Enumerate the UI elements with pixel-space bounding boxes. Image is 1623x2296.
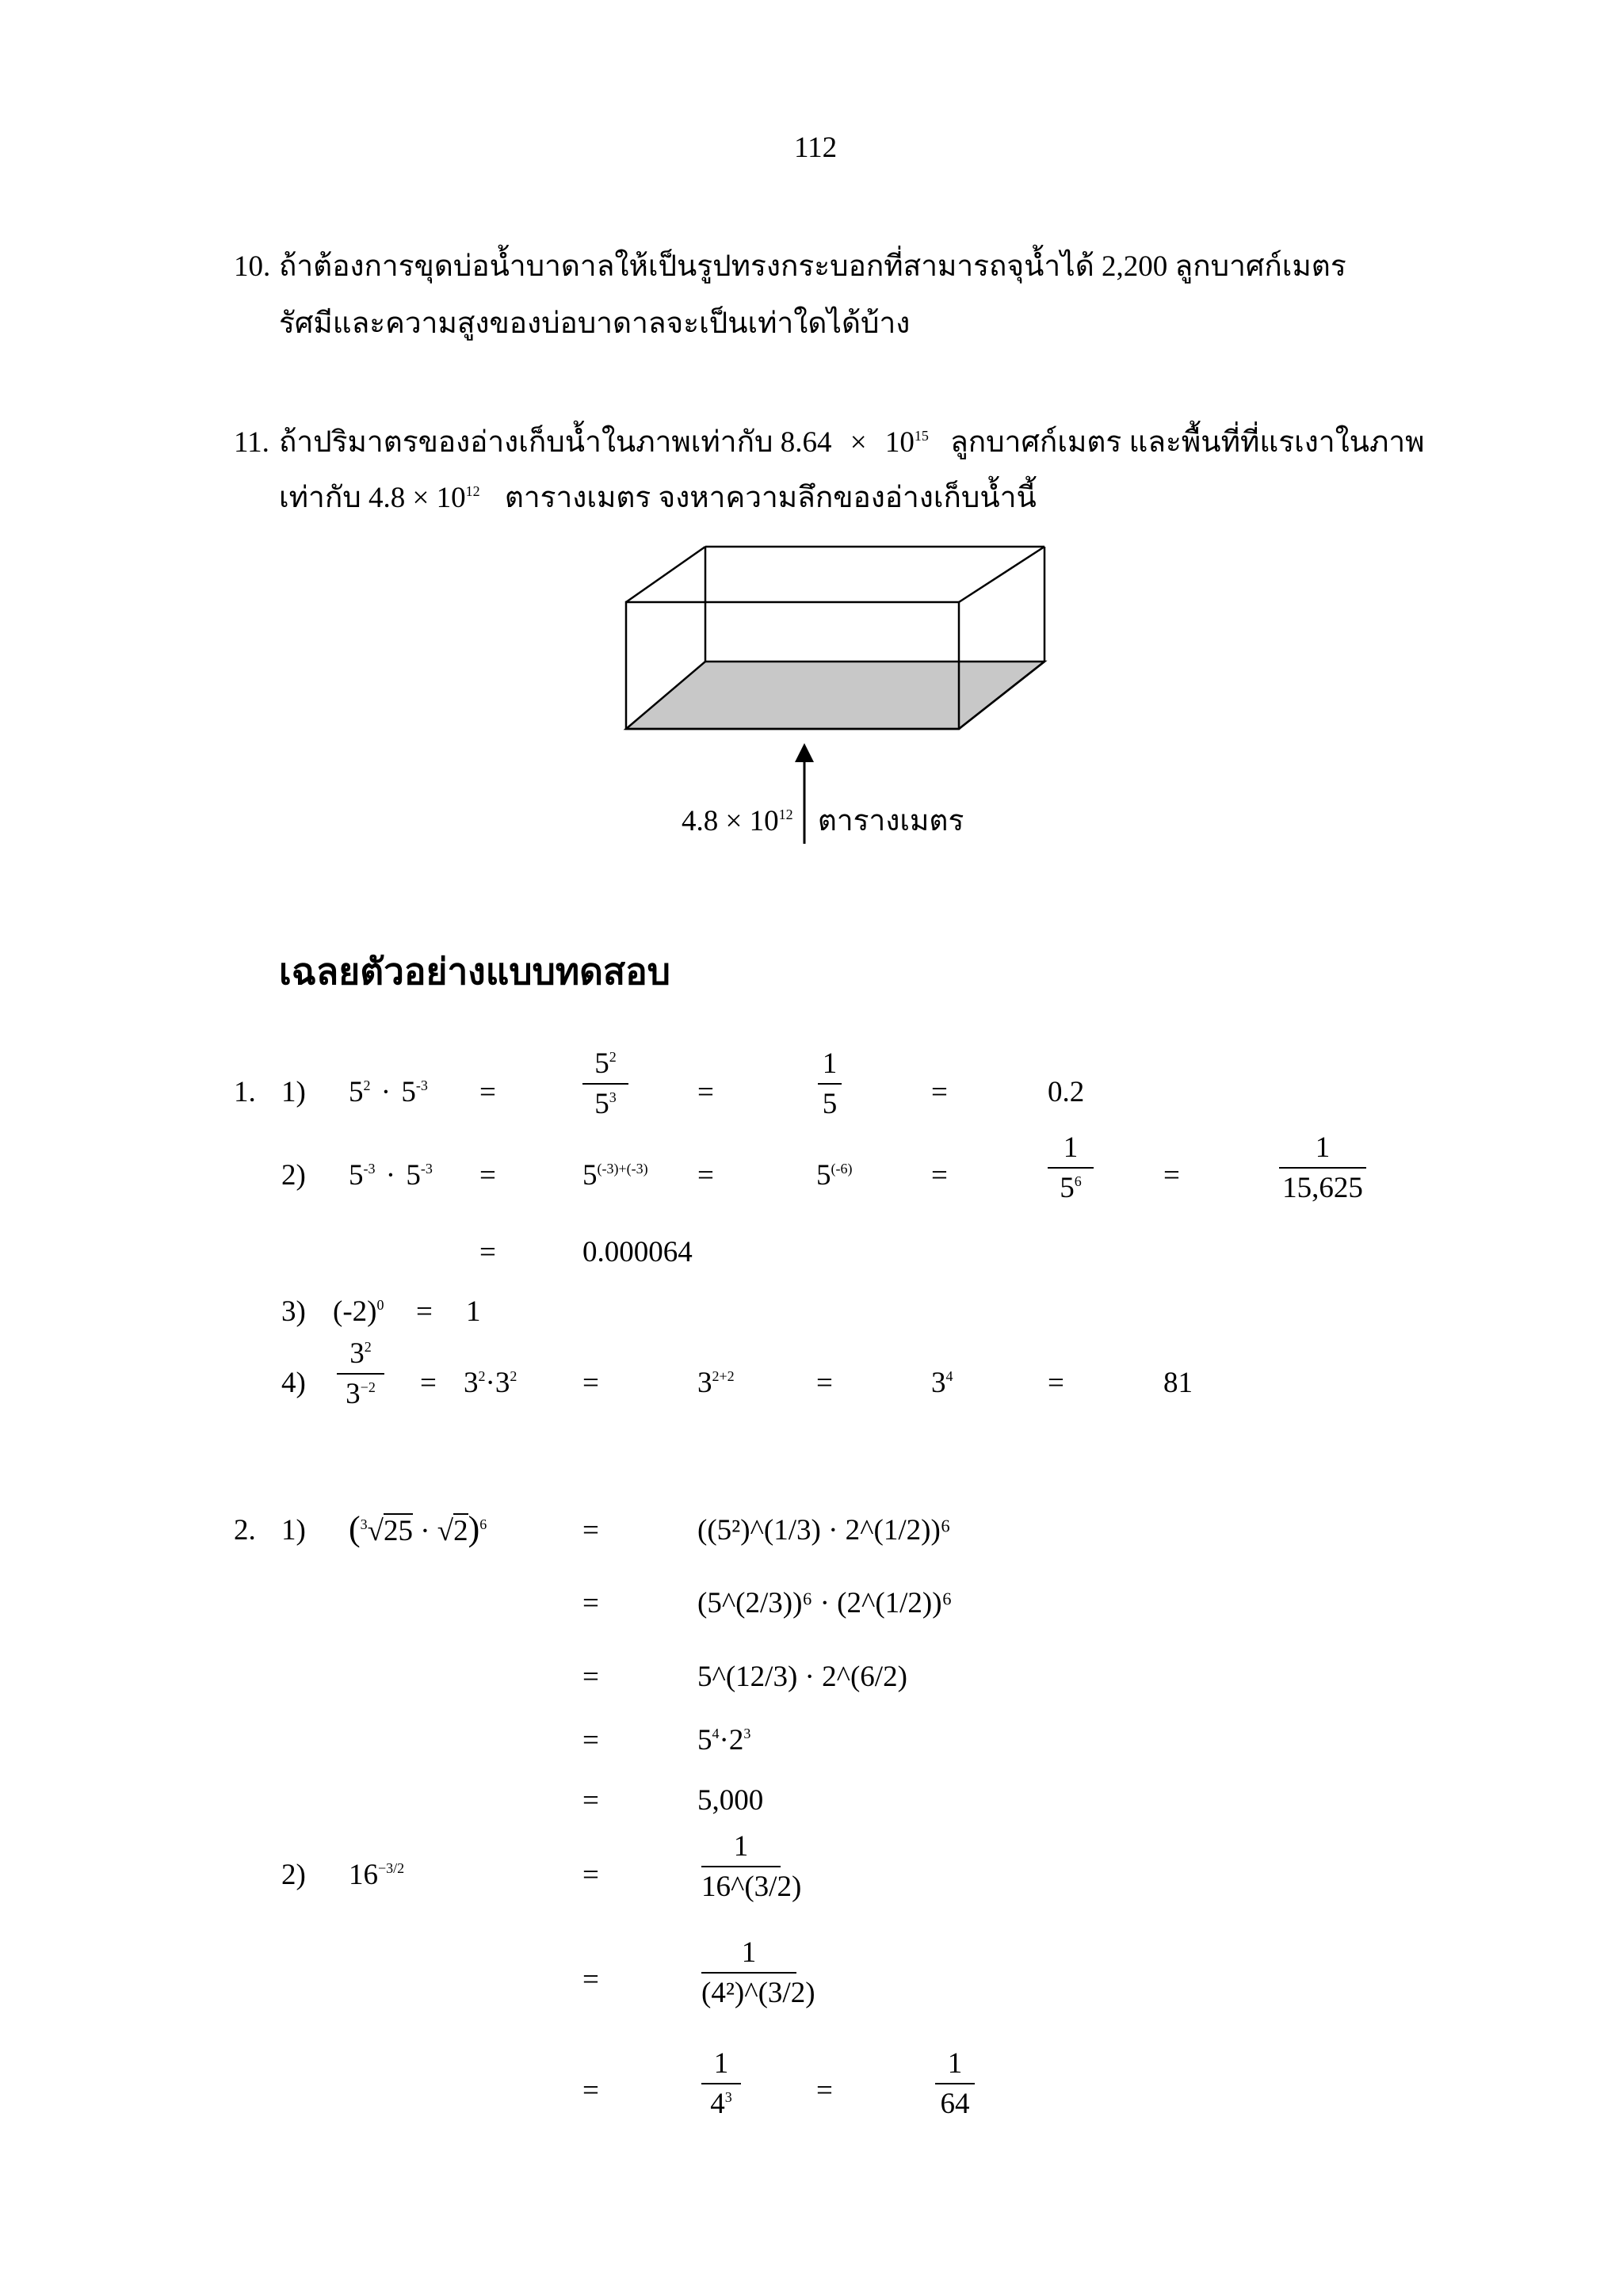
question-11-line1-b: ลูกบาศก์เมตร และพื้นที่ที่แรเงาในภาพ [950, 426, 1425, 459]
s1-p1-label: 1) [281, 1076, 306, 1108]
exp: 0 [376, 1297, 384, 1313]
exp: (-6) [831, 1161, 853, 1177]
equals-sign: = [582, 1661, 599, 1693]
equals-sign: = [697, 1159, 714, 1192]
solution-1-number: 1. [234, 1076, 256, 1108]
base: 5 [582, 1159, 598, 1192]
figure-area-label [682, 807, 964, 836]
s2-p2-fraction-4 [935, 2049, 975, 2119]
base: 3 [495, 1367, 510, 1399]
base: 16 [349, 1859, 378, 1891]
exp: -3 [415, 1077, 428, 1093]
equals-sign: = [1163, 1159, 1180, 1192]
outer-exponent: 6 [479, 1516, 487, 1532]
s1-p2-fraction-1 [1048, 1133, 1094, 1203]
equals-sign: = [582, 1724, 599, 1756]
exp: −2 [360, 1379, 376, 1395]
s1-p1-result: 0.2 [1048, 1076, 1085, 1108]
s1-p1-fraction-1 [582, 1049, 628, 1119]
s1-p4-fraction [337, 1339, 384, 1409]
s1-p2-label: 2) [281, 1159, 306, 1192]
s2-p2-fraction-2 [701, 1936, 815, 2009]
s1-p2-step1 [582, 1161, 648, 1190]
equals-sign: = [582, 1367, 599, 1399]
den: 15,625 [1282, 1172, 1363, 1204]
num: 1 [947, 2047, 963, 2080]
exp: −3/2 [378, 1860, 405, 1876]
num: 1 [733, 1830, 749, 1863]
s1-p1-lhs [349, 1077, 428, 1107]
base: 3 [464, 1367, 479, 1399]
equals-sign: = [582, 1963, 599, 1996]
equals-sign: = [416, 1295, 433, 1328]
exp: 2 [478, 1368, 486, 1384]
dot-operator: · [385, 1159, 396, 1192]
s1-p4-result: 81 [1163, 1367, 1193, 1399]
exp: -3 [420, 1161, 433, 1177]
s1-p3-result: 1 [466, 1295, 481, 1328]
s1-p4-step3 [931, 1368, 953, 1398]
dot-operator: · [719, 1724, 729, 1756]
pointer-arrow-head [795, 743, 814, 762]
exp: 6 [1074, 1173, 1082, 1189]
num: 1 [1063, 1131, 1079, 1164]
exp: 2 [510, 1368, 517, 1384]
equals-sign: = [479, 1236, 496, 1268]
solutions-heading: เฉลยตัวอย่างแบบทดสอบ [279, 952, 670, 992]
equals-sign: = [479, 1159, 496, 1192]
ten-base: 10 [884, 426, 915, 459]
s2-p2-label: 2) [281, 1859, 306, 1891]
equals-sign: = [816, 1367, 833, 1399]
num: 5 [594, 1047, 609, 1080]
exp: 2 [363, 1077, 371, 1093]
den: 64 [940, 2088, 970, 2120]
question-10-number: 10. [234, 250, 271, 283]
shaded-base-area [626, 662, 1044, 729]
s2-p1-label: 1) [281, 1514, 306, 1547]
den: 5 [1060, 1172, 1075, 1204]
times-sign: × [850, 426, 867, 459]
cube-root-radicand: 25 [383, 1515, 413, 1547]
square-root-radicand: 2 [453, 1515, 468, 1547]
figure-label-exponent: 12 [778, 807, 793, 822]
equals-sign: = [582, 1784, 599, 1817]
exp: 4 [712, 1726, 720, 1741]
equals-sign: = [931, 1159, 948, 1192]
solution-2-number: 2. [234, 1514, 256, 1547]
equals-sign: = [479, 1076, 496, 1108]
exp: 2 [364, 1339, 372, 1355]
page-number: 112 [794, 132, 838, 164]
s1-p2-result: 0.000064 [582, 1236, 693, 1268]
question-10-line1: ถ้าต้องการขุดบ่อน้ำบาดาลให้เป็นรูปทรงกระบอกที่สามารถจุน้ำได้ 2,200 ลูกบาศก์เมตร [279, 250, 1346, 283]
den: 4 [710, 2088, 725, 2120]
s2-p2-fraction-1 [701, 1830, 802, 1903]
base: 5 [349, 1159, 364, 1192]
s1-p3-label: 3) [281, 1295, 306, 1328]
exp: 2+2 [712, 1368, 735, 1384]
den: 5 [594, 1088, 609, 1120]
exp: (-3)+(-3) [597, 1161, 648, 1177]
num: 1 [713, 2047, 729, 2080]
exponent-12: 12 [465, 483, 480, 499]
question-11-line1 [279, 428, 1425, 457]
dot-operator: · [420, 1515, 430, 1547]
s2-p1-row4 [697, 1726, 750, 1755]
den: (4²)^(3/2) [701, 1977, 815, 2009]
exponent-15: 15 [914, 428, 929, 444]
square-root-sign: √ [437, 1515, 454, 1547]
question-11-line2 [279, 483, 1037, 513]
equals-sign: = [816, 2074, 833, 2107]
num: 3 [349, 1337, 365, 1370]
equals-sign: = [582, 1859, 599, 1891]
question-11-line2-a: เท่ากับ 4.8 × 10 [279, 482, 466, 514]
s2-p2-lhs [349, 1860, 404, 1890]
cube-root-sign: √ [367, 1515, 384, 1547]
s2-p1-row1: ((5²)^(1/3) · 2^(1/2))⁶ [697, 1514, 951, 1547]
exp: -3 [363, 1161, 376, 1177]
s2-p1-row3: 5^(12/3) · 2^(6/2) [697, 1661, 907, 1693]
num: 1 [741, 1936, 757, 1969]
exp: 3 [743, 1726, 751, 1741]
equals-sign: = [582, 1587, 599, 1619]
s2-p2-fraction-3 [701, 2049, 741, 2119]
base: 5 [406, 1159, 421, 1192]
exp: 4 [945, 1368, 953, 1384]
s1-p1-fraction-2 [818, 1049, 842, 1119]
s2-p1-lhs: $(^3√25 \cdot √2)^6$ [349, 1509, 487, 1548]
s1-p2-step2 [816, 1161, 852, 1190]
base: 5 [697, 1724, 712, 1756]
base: 3 [931, 1367, 946, 1399]
base: 3 [697, 1367, 712, 1399]
num: 1 [822, 1047, 838, 1080]
equals-sign: = [582, 2074, 599, 2107]
base: 5 [349, 1076, 364, 1108]
s1-p3-lhs [333, 1297, 384, 1326]
den: 16^(3/2) [701, 1871, 802, 1903]
question-11-number: 11. [234, 426, 269, 459]
s1-p4-step1 [464, 1368, 517, 1398]
question-10-line2: รัศมีและความสูงของบ่อบาดาลจะเป็นเท่าใดได้บ้าง [279, 307, 911, 340]
equals-sign: = [582, 1514, 599, 1547]
exp: 2 [609, 1049, 617, 1065]
equals-sign: = [697, 1076, 714, 1108]
question-11-line2-b: ตารางเมตร จงหาความลึกของอ่างเก็บน้ำนี้ [504, 482, 1037, 514]
exp: 3 [724, 2089, 732, 2105]
s1-p2-lhs [349, 1161, 433, 1190]
num: 1 [1315, 1131, 1331, 1164]
equals-sign: = [420, 1367, 437, 1399]
s2-p1-result: 5,000 [697, 1784, 764, 1817]
question-11-line1-a: ถ้าปริมาตรของอ่างเก็บน้ำในภาพเท่ากับ 8.64 [279, 426, 832, 459]
figure-label-value: 4.8 × 10 [682, 805, 779, 837]
base: 5 [816, 1159, 831, 1192]
den: 5 [822, 1088, 838, 1120]
base: (-2) [333, 1295, 377, 1328]
den: 3 [346, 1378, 361, 1410]
figure-label-unit: ตารางเมตร [817, 805, 964, 837]
base: 2 [728, 1724, 744, 1756]
dot-operator: · [380, 1076, 391, 1108]
dot-operator: · [485, 1367, 495, 1399]
equals-sign: = [1048, 1367, 1064, 1399]
s1-p4-step2 [697, 1368, 735, 1398]
base: 5 [401, 1076, 416, 1108]
s1-p4-label: 4) [281, 1367, 306, 1399]
exp: 3 [609, 1089, 617, 1105]
s2-p1-row2: (5^(2/3))⁶ · (2^(1/2))⁶ [697, 1587, 953, 1619]
equals-sign: = [931, 1076, 948, 1108]
s1-p2-fraction-2 [1279, 1133, 1366, 1203]
